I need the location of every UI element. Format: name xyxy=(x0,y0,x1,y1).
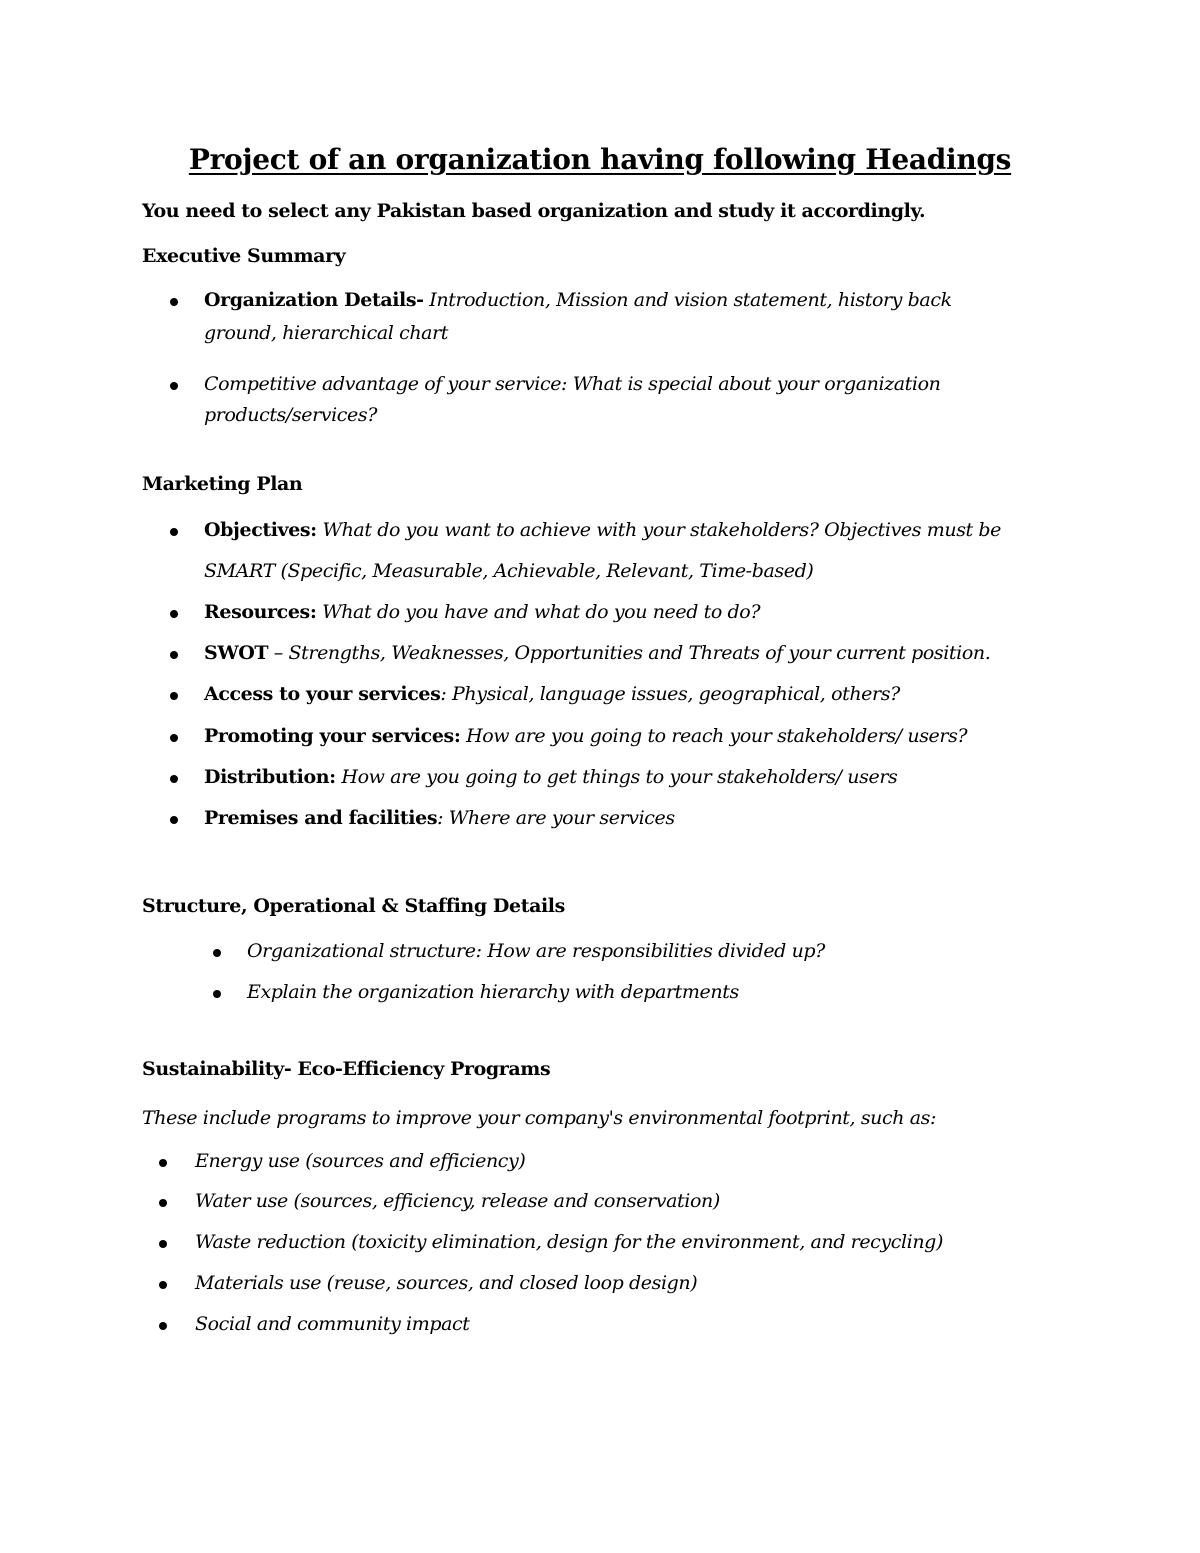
bullet-icon xyxy=(170,298,178,306)
item-text: Materials use (reuse, sources, and closed loop design) xyxy=(195,1272,698,1294)
item-text: : Where are your services xyxy=(437,807,675,829)
item-text-continued: SMART (Specific, Measurable, Achievable, Relevant, Time-based) xyxy=(204,560,814,582)
item-text: What do you want to achieve with your stakeholders? Objectives must be xyxy=(316,519,1002,541)
bullet-icon xyxy=(170,692,178,700)
item-text: Competitive advantage of your service: What is special about your organization xyxy=(204,373,941,395)
item-text: Organizational structure: How are responsibilities divided up? xyxy=(247,940,825,962)
item-text: Social and community impact xyxy=(195,1313,470,1335)
bullet-icon xyxy=(170,775,178,783)
bullet-icon xyxy=(159,1322,167,1330)
item-label: Organization Details- xyxy=(204,289,424,311)
item-label: Premises and facilities xyxy=(204,807,438,829)
bullet-icon xyxy=(159,1240,167,1248)
structure-heading: Structure, Operational & Staffing Details xyxy=(142,895,565,917)
item-text: – Strengths, Weaknesses, Opportunities and Threats of your current position. xyxy=(268,642,991,664)
page-title: Project of an organization having following Headings xyxy=(188,143,1012,176)
bullet-icon xyxy=(170,734,178,742)
item-text-continued: ground, hierarchical chart xyxy=(204,322,449,344)
bullet-icon xyxy=(170,816,178,824)
bullet-icon xyxy=(159,1159,167,1167)
item-label: Access to your services xyxy=(204,683,441,705)
item-text: How are you going to get things to your stakeholders/ users xyxy=(335,766,898,788)
item-label: Resources: xyxy=(204,601,317,623)
item-text: Introduction, Mission and vision statement, history back xyxy=(423,289,952,311)
bullet-icon xyxy=(170,610,178,618)
sustainability-intro: These include programs to improve your company's environmental footprint, such as: xyxy=(142,1107,937,1129)
item-label: SWOT xyxy=(204,642,269,664)
item-text: Explain the organization hierarchy with departments xyxy=(247,981,739,1003)
bullet-icon xyxy=(159,1199,167,1207)
item-text: : Physical, language issues, geographical, others? xyxy=(440,683,900,705)
item-text: How are you going to reach your stakeholders/ users? xyxy=(460,725,968,747)
executive-summary-heading: Executive Summary xyxy=(142,245,346,267)
item-text-continued: products/services? xyxy=(204,404,378,426)
bullet-icon xyxy=(170,528,178,536)
item-text: What do you have and what do you need to do? xyxy=(316,601,761,623)
bullet-icon xyxy=(213,990,221,998)
item-text: Water use (sources, efficiency, release and conservation) xyxy=(195,1190,720,1212)
bullet-icon xyxy=(170,382,178,390)
item-label: Promoting your services: xyxy=(204,725,461,747)
bullet-icon xyxy=(213,949,221,957)
item-label: Distribution: xyxy=(204,766,336,788)
intro-text: You need to select any Pakistan based organization and study it accordingly. xyxy=(142,200,926,222)
item-label: Objectives: xyxy=(204,519,317,541)
marketing-plan-heading: Marketing Plan xyxy=(142,473,303,495)
bullet-icon xyxy=(159,1281,167,1289)
item-text: Energy use (sources and efficiency) xyxy=(195,1150,526,1172)
bullet-icon xyxy=(170,651,178,659)
sustainability-heading: Sustainability- Eco-Efficiency Programs xyxy=(142,1058,551,1080)
item-text: Waste reduction (toxicity elimination, design for the environment, and recycling) xyxy=(195,1231,943,1253)
